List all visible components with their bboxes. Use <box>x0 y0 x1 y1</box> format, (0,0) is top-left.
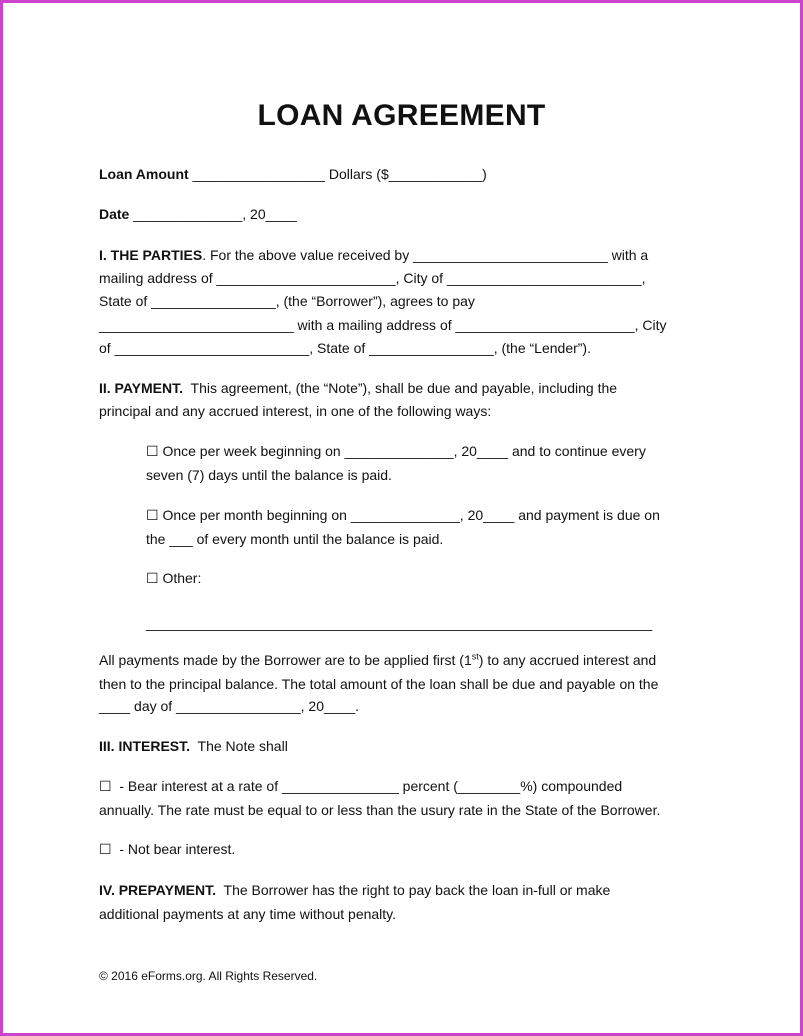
parties-line-2: mailing address of _______________________, City of _________________________, <box>99 270 646 286</box>
copyright-footer: © 2016 eForms.org. All Rights Reserved. <box>99 969 318 983</box>
prepayment-line-1: IV. PREPAYMENT. The Borrower has the right to pay back the loan in-full or make <box>99 882 611 898</box>
loan-amount-field[interactable]: _________________ Dollars ($____________) <box>188 166 487 182</box>
option-weekly-line-2: seven (7) days until the balance is paid. <box>146 467 392 483</box>
prepayment-heading: IV. PREPAYMENT. <box>99 882 216 898</box>
bear-interest-checkbox[interactable]: ☐ <box>99 779 112 795</box>
option-weekly: ☐ Once per week beginning on ______________, 20____ and to continue every <box>146 443 646 460</box>
payment-line-2: principal and any accrued interest, in one of the following ways: <box>99 403 492 419</box>
loan-amount-label: Loan Amount <box>99 166 189 182</box>
document-title: LOAN AGREEMENT <box>257 99 546 132</box>
applied-line-1: All payments made by the Borrower are to be applied first (1st) to any accrued interest and <box>99 651 657 668</box>
not-bear-interest-option: ☐ - Not bear interest. <box>99 841 236 858</box>
not-bear-interest-checkbox[interactable]: ☐ <box>99 842 112 858</box>
bear-interest-line-2: annually. The rate must be equal to or less than the usury rate in the State of the Borrower. <box>99 802 661 818</box>
bear-interest-option: ☐ - Bear interest at a rate of _______________ percent (________%) compounded <box>99 778 623 795</box>
parties-line-5: of _________________________, State of ________________, (the “Lender”). <box>99 340 591 356</box>
interest-line: III. INTEREST. The Note shall <box>99 738 288 754</box>
loan-amount-line <box>99 166 487 182</box>
applied-line-2: then to the principal balance. The total amount of the loan shall be due and payable on the <box>99 676 659 692</box>
other-blank-line[interactable]: _________________________________________________________________ <box>146 615 653 631</box>
option-monthly-line-2: the ___ of every month until the balance is paid. <box>146 531 444 547</box>
option-other: ☐ Other: <box>146 570 202 587</box>
prepayment-line-2: additional payments at any time without penalty. <box>99 906 397 922</box>
parties-line-3: State of ________________, (the “Borrower”), agrees to pay <box>99 293 475 309</box>
parties-line-1: I. THE PARTIES. For the above value received by _________________________ with a <box>99 247 649 263</box>
option-monthly: ☐ Once per month beginning on ______________, 20____ and payment is due on <box>146 507 660 524</box>
weekly-checkbox[interactable]: ☐ <box>146 444 159 460</box>
parties-heading: I. THE PARTIES <box>99 247 203 263</box>
applied-line-3: ____ day of ________________, 20____. <box>99 698 360 714</box>
payment-line-1: II. PAYMENT. This agreement, (the “Note”), shall be due and payable, including the <box>99 380 618 396</box>
monthly-checkbox[interactable]: ☐ <box>146 508 159 524</box>
parties-line-4: _________________________ with a mailing address of _______________________, City <box>99 317 667 333</box>
other-checkbox[interactable]: ☐ <box>146 571 159 587</box>
date-field[interactable]: ______________, 20____ <box>129 206 297 222</box>
date-line <box>99 206 297 222</box>
payment-heading: II. PAYMENT. <box>99 380 184 396</box>
interest-heading: III. INTEREST. <box>99 738 191 754</box>
date-label: Date <box>99 206 130 222</box>
